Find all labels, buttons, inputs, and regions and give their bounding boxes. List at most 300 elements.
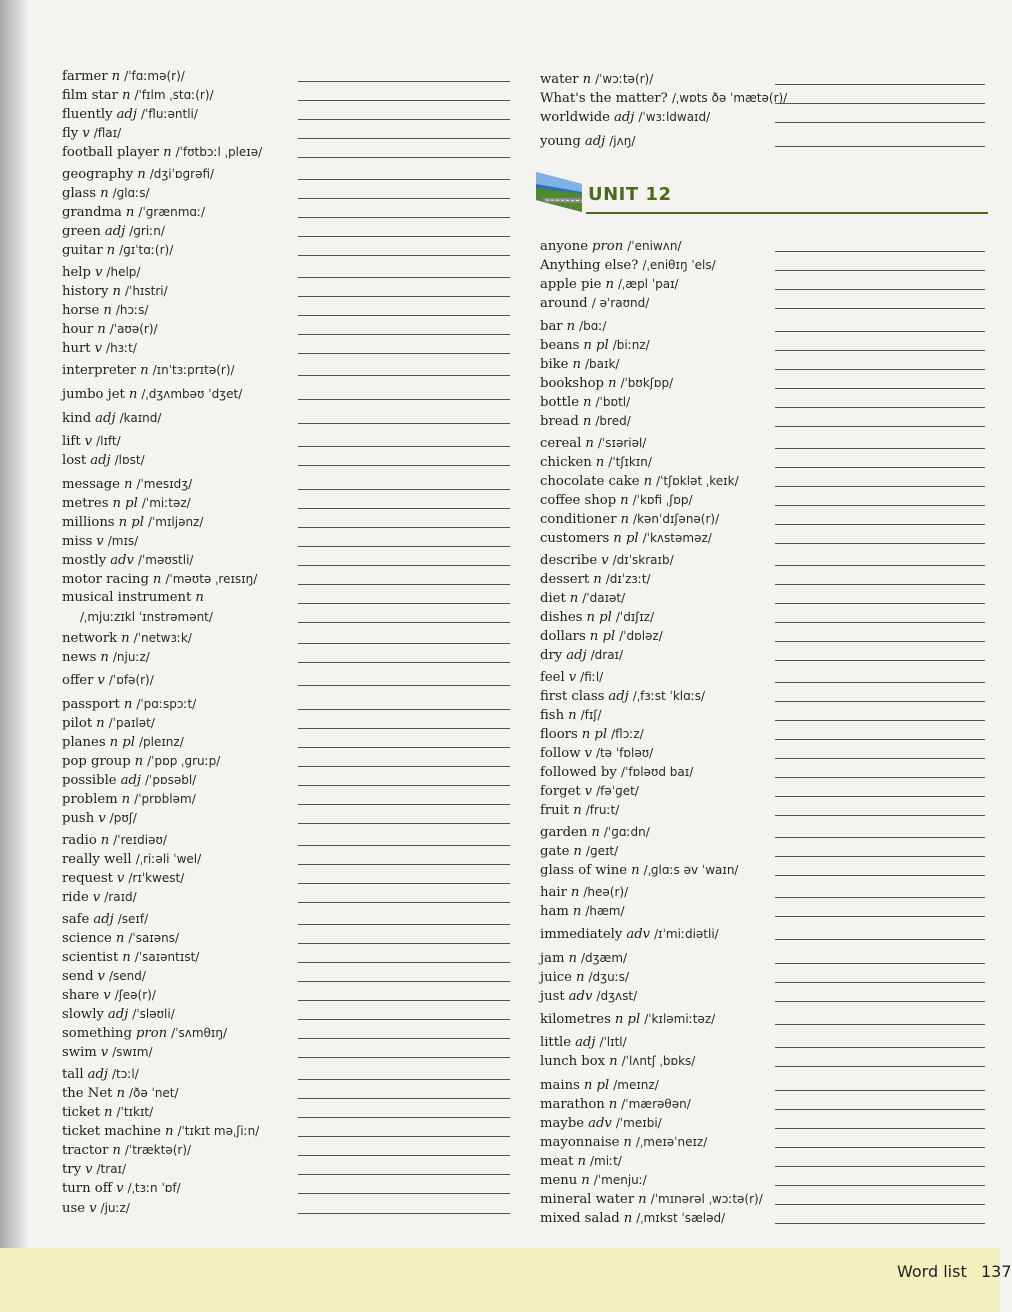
- headword: guitar: [62, 243, 103, 258]
- part-of-speech: n: [620, 512, 630, 527]
- writing-line[interactable]: [298, 277, 510, 278]
- writing-line[interactable]: [298, 1117, 510, 1118]
- writing-line[interactable]: [775, 682, 985, 683]
- pronunciation: /ˈmærəθən/: [621, 1097, 691, 1111]
- unit-title-rule: [586, 212, 988, 214]
- part-of-speech: v: [584, 746, 592, 761]
- writing-line[interactable]: [298, 465, 510, 466]
- writing-line[interactable]: [298, 315, 510, 316]
- word-entry: [62, 987, 156, 1004]
- writing-line[interactable]: [775, 622, 985, 623]
- part-of-speech: adj: [584, 134, 606, 149]
- writing-line[interactable]: [298, 685, 510, 686]
- word-entry: [540, 688, 705, 705]
- writing-line[interactable]: [298, 546, 510, 547]
- word-entry: [62, 1044, 153, 1061]
- writing-line[interactable]: [775, 369, 985, 370]
- word-entry: [540, 1053, 695, 1070]
- part-of-speech: n: [585, 436, 594, 451]
- writing-line[interactable]: [298, 804, 510, 805]
- part-of-speech: adv: [588, 1116, 612, 1131]
- writing-line[interactable]: [775, 524, 985, 525]
- word-entry: [62, 911, 148, 928]
- part-of-speech: n pl: [581, 727, 608, 742]
- writing-line[interactable]: [775, 146, 985, 147]
- writing-line[interactable]: [775, 251, 985, 252]
- writing-line[interactable]: [775, 467, 985, 468]
- word-entry: [540, 276, 679, 293]
- writing-line[interactable]: [775, 815, 985, 816]
- writing-line[interactable]: [298, 1079, 510, 1080]
- headword: hour: [62, 322, 94, 337]
- headword: floors: [540, 727, 578, 742]
- word-entry: [540, 843, 618, 860]
- writing-line[interactable]: [775, 426, 985, 427]
- word-entry: [62, 87, 214, 104]
- part-of-speech: n pl: [109, 735, 135, 750]
- headword: green: [62, 224, 101, 239]
- headword: young: [540, 134, 581, 149]
- writing-line[interactable]: [298, 423, 510, 424]
- part-of-speech: n: [134, 754, 144, 769]
- pronunciation: /ˌmɪkst ˈsæləd/: [636, 1211, 726, 1225]
- writing-line[interactable]: [775, 584, 985, 585]
- headword: mixed salad: [540, 1211, 620, 1226]
- writing-line[interactable]: [298, 198, 510, 199]
- writing-line[interactable]: [775, 1166, 985, 1167]
- writing-line[interactable]: [298, 375, 510, 376]
- headword: chocolate cake: [540, 474, 640, 489]
- headword: hair: [540, 885, 567, 900]
- writing-line[interactable]: [775, 543, 985, 544]
- part-of-speech: n: [123, 697, 133, 712]
- writing-line[interactable]: [298, 179, 510, 180]
- part-of-speech: n: [121, 88, 131, 103]
- headword: possible: [62, 773, 117, 788]
- headword: diet: [540, 591, 566, 606]
- part-of-speech: n: [116, 1086, 125, 1101]
- word-entry: [540, 1115, 662, 1132]
- headword: ticket machine: [62, 1124, 161, 1139]
- writing-line[interactable]: [775, 897, 985, 898]
- pronunciation: /ˈsaɪəns/: [128, 931, 180, 945]
- writing-line[interactable]: [775, 331, 985, 332]
- writing-line[interactable]: [298, 527, 510, 528]
- word-entry: [540, 1011, 715, 1028]
- writing-line[interactable]: [298, 1038, 510, 1039]
- word-entry: [62, 832, 167, 849]
- word-entry: [62, 552, 193, 569]
- headword: network: [62, 631, 118, 646]
- word-entry: [540, 318, 606, 335]
- pronunciation: /ˈməʊstli/: [137, 553, 194, 567]
- writing-line[interactable]: [775, 350, 985, 351]
- headword: fish: [540, 708, 565, 723]
- writing-line[interactable]: [775, 1128, 985, 1129]
- pronunciation: /ˈwɔːtə(r)/: [595, 72, 654, 86]
- writing-line[interactable]: [775, 856, 985, 857]
- part-of-speech: v: [92, 890, 101, 905]
- word-entry: [62, 753, 220, 770]
- writing-line[interactable]: [298, 100, 510, 101]
- pronunciation: /send/: [108, 969, 146, 983]
- headword: glass: [62, 186, 97, 201]
- writing-line[interactable]: [298, 399, 510, 400]
- part-of-speech: n: [609, 1054, 618, 1069]
- word-entry: [62, 106, 198, 123]
- writing-line[interactable]: [298, 446, 510, 447]
- pronunciation: /ˈlɪtl/: [599, 1035, 627, 1049]
- word-entry: [62, 144, 262, 161]
- pronunciation: /ɪnˈtɜːprɪtə(r)/: [152, 363, 235, 377]
- writing-line[interactable]: [298, 883, 510, 884]
- word-entry: [62, 772, 196, 789]
- writing-line[interactable]: [775, 701, 985, 702]
- writing-line[interactable]: [298, 709, 510, 710]
- writing-line[interactable]: [298, 643, 510, 644]
- word-entry: [62, 1104, 153, 1121]
- headword: safe: [62, 912, 90, 927]
- part-of-speech: n: [573, 803, 582, 818]
- word-entry: [62, 930, 179, 947]
- footer-band: [0, 1248, 1000, 1312]
- pronunciation: /ˈtʃɪkɪn/: [608, 455, 652, 469]
- headword: mains: [540, 1078, 580, 1093]
- writing-line[interactable]: [298, 1174, 510, 1175]
- writing-line[interactable]: [298, 1019, 510, 1020]
- writing-line[interactable]: [775, 270, 985, 271]
- headword: juice: [540, 970, 572, 985]
- part-of-speech: v: [103, 988, 111, 1003]
- writing-line[interactable]: [298, 924, 510, 925]
- pronunciation: /ˌwɒts ðə ˈmætə(r)/: [671, 91, 788, 105]
- writing-line[interactable]: [775, 660, 985, 661]
- pronunciation: /help/: [106, 265, 141, 279]
- headword: glass of wine: [540, 863, 628, 878]
- word-entry: [540, 492, 693, 509]
- word-entry: [62, 433, 121, 450]
- word-entry: [540, 802, 619, 819]
- pronunciation: /ʃeə(r)/: [114, 988, 156, 1002]
- writing-line[interactable]: [298, 747, 510, 748]
- writing-line[interactable]: [775, 103, 985, 104]
- pronunciation: /rɪˈkwest/: [128, 871, 185, 885]
- headword: immediately: [540, 927, 623, 942]
- writing-line[interactable]: [298, 81, 510, 82]
- pronunciation: /ˈnetwɜːk/: [133, 631, 192, 645]
- part-of-speech: pron: [135, 1026, 168, 1041]
- pronunciation: /ˈwɜːldwaɪd/: [638, 110, 711, 124]
- writing-line[interactable]: [298, 981, 510, 982]
- word-entry: [540, 375, 673, 392]
- pronunciation: /baɪk/: [584, 357, 620, 371]
- writing-line[interactable]: [298, 119, 510, 120]
- word-entry: [62, 1200, 130, 1217]
- writing-line[interactable]: [298, 902, 510, 903]
- writing-line[interactable]: [775, 505, 985, 506]
- part-of-speech: n: [620, 493, 629, 508]
- headword: try: [62, 1162, 82, 1177]
- pronunciation: /ˈmiːtəz/: [141, 496, 191, 510]
- part-of-speech: adj: [566, 648, 587, 663]
- writing-line[interactable]: [775, 603, 985, 604]
- writing-line[interactable]: [775, 1147, 985, 1148]
- word-entry: [540, 454, 652, 471]
- writing-line[interactable]: [775, 388, 985, 389]
- headword: bike: [540, 357, 569, 372]
- writing-line[interactable]: [298, 603, 510, 604]
- word-entry: [62, 1006, 175, 1023]
- word-entry: [540, 1172, 647, 1189]
- writing-line[interactable]: [298, 766, 510, 767]
- writing-line[interactable]: [298, 864, 510, 865]
- headword: apple pie: [540, 277, 602, 292]
- word-entry: [62, 734, 184, 751]
- writing-line[interactable]: [775, 1185, 985, 1186]
- part-of-speech: v: [584, 784, 593, 799]
- word-entry: [62, 791, 196, 808]
- writing-line[interactable]: [298, 1136, 510, 1137]
- part-of-speech: n: [140, 363, 149, 378]
- writing-line[interactable]: [298, 1098, 510, 1099]
- headword: worldwide: [540, 110, 610, 125]
- writing-line[interactable]: [298, 1193, 510, 1194]
- headword: kind: [62, 411, 92, 426]
- part-of-speech: n pl: [613, 531, 639, 546]
- headword: feel: [540, 670, 565, 685]
- headword: scientist: [62, 950, 119, 965]
- writing-line[interactable]: [298, 489, 510, 490]
- part-of-speech: n: [111, 69, 121, 84]
- writing-line[interactable]: [775, 641, 985, 642]
- writing-line[interactable]: [298, 584, 510, 585]
- writing-line[interactable]: [298, 728, 510, 729]
- word-entry: [540, 238, 681, 255]
- part-of-speech: n: [623, 1135, 632, 1150]
- part-of-speech: adj: [116, 107, 137, 122]
- pronunciation: /fiːl/: [580, 670, 604, 684]
- word-entry: [62, 870, 184, 887]
- pronunciation: /dɪˈskraɪb/: [612, 553, 674, 567]
- part-of-speech: v: [568, 670, 577, 685]
- word-entry: [540, 571, 651, 588]
- unit-title: UNIT 12: [588, 184, 672, 205]
- headword: science: [62, 931, 112, 946]
- headword: conditioner: [540, 512, 617, 527]
- part-of-speech: adj: [608, 689, 629, 704]
- writing-line[interactable]: [298, 565, 510, 566]
- writing-line[interactable]: [775, 1090, 985, 1091]
- pronunciation: /ˈfʊtbɔːl ˌpleɪə/: [175, 145, 263, 159]
- writing-line[interactable]: [298, 1057, 510, 1058]
- part-of-speech: n: [569, 591, 579, 606]
- headword: menu: [540, 1173, 578, 1188]
- headword: passport: [62, 697, 120, 712]
- pronunciation: /ðə ˈnet/: [128, 1086, 179, 1100]
- headword: marathon: [540, 1097, 605, 1112]
- writing-line[interactable]: [775, 84, 985, 85]
- writing-line[interactable]: [298, 296, 510, 297]
- headword: mostly: [62, 553, 107, 568]
- part-of-speech: n: [573, 844, 582, 859]
- writing-line[interactable]: [775, 308, 985, 309]
- headword: dry: [540, 648, 563, 663]
- headword: really well: [62, 852, 132, 867]
- headword: fly: [62, 126, 79, 141]
- pronunciation: /tə ˈfɒləʊ/: [595, 746, 654, 760]
- headword: mayonnaise: [540, 1135, 620, 1150]
- pronunciation: /hɔːs/: [115, 303, 149, 317]
- pronunciation: /ˈtʃɒklət ˌkeɪk/: [656, 474, 739, 488]
- writing-line[interactable]: [775, 1204, 985, 1205]
- writing-line[interactable]: [775, 916, 985, 917]
- pronunciation: /ˌdʒʌmbəʊ ˈdʒet/: [141, 387, 243, 401]
- headword: fruit: [540, 803, 570, 818]
- word-entry: [62, 452, 145, 469]
- headword: message: [62, 477, 120, 492]
- headword: bottle: [540, 395, 580, 410]
- pronunciation: /dʒiˈɒɡrəfi/: [149, 167, 215, 181]
- writing-line[interactable]: [298, 1000, 510, 1001]
- writing-line[interactable]: [298, 662, 510, 663]
- writing-line[interactable]: [298, 785, 510, 786]
- word-entry: [540, 824, 650, 841]
- word-entry: [540, 1153, 622, 1170]
- writing-line[interactable]: [775, 448, 985, 449]
- word-entry: [62, 242, 173, 259]
- part-of-speech: n: [125, 205, 135, 220]
- writing-line[interactable]: [298, 217, 510, 218]
- writing-line[interactable]: [775, 486, 985, 487]
- part-of-speech: n: [568, 951, 577, 966]
- writing-line[interactable]: [775, 739, 985, 740]
- pronunciation: /ɡriːn/: [129, 224, 165, 238]
- pronunciation: /ˈɡrænmɑː/: [138, 205, 206, 219]
- writing-line[interactable]: [298, 255, 510, 256]
- part-of-speech: n: [595, 455, 605, 470]
- word-entry: [540, 764, 693, 781]
- part-of-speech: adj: [90, 453, 111, 468]
- part-of-speech: n pl: [614, 1012, 641, 1027]
- writing-line[interactable]: [775, 407, 985, 408]
- writing-line[interactable]: [298, 1155, 510, 1156]
- pronunciation: /bred/: [595, 414, 631, 428]
- writing-line[interactable]: [775, 982, 985, 983]
- writing-line[interactable]: [298, 622, 510, 623]
- headword: the Net: [62, 1086, 113, 1101]
- part-of-speech: n: [112, 284, 121, 299]
- word-entry: [62, 810, 137, 827]
- writing-line[interactable]: [298, 1213, 510, 1214]
- writing-line[interactable]: [298, 845, 510, 846]
- pronunciation: /ˌæpl ˈpaɪ/: [617, 277, 679, 291]
- writing-line[interactable]: [298, 334, 510, 335]
- writing-line[interactable]: [775, 1066, 985, 1067]
- headword: garden: [540, 825, 588, 840]
- word-entry: [62, 851, 201, 868]
- headword: tall: [62, 1067, 84, 1082]
- writing-line[interactable]: [298, 943, 510, 944]
- pronunciation: /seɪf/: [117, 912, 149, 926]
- part-of-speech: v: [84, 434, 93, 449]
- writing-line[interactable]: [775, 875, 985, 876]
- part-of-speech: n: [576, 970, 585, 985]
- word-entry: [62, 696, 196, 713]
- writing-line[interactable]: [298, 353, 510, 354]
- part-of-speech: n: [607, 376, 617, 391]
- pronunciation: /ˈbʊkʃɒp/: [620, 376, 674, 390]
- writing-line[interactable]: [298, 508, 510, 509]
- word-entry: [540, 783, 639, 800]
- writing-line[interactable]: [298, 962, 510, 963]
- pronunciation: /ˈpaɪlət/: [108, 716, 155, 730]
- writing-line[interactable]: [775, 758, 985, 759]
- writing-line[interactable]: [775, 796, 985, 797]
- writing-line[interactable]: [775, 837, 985, 838]
- writing-line[interactable]: [775, 289, 985, 290]
- word-entry: [62, 283, 168, 300]
- headword: meat: [540, 1154, 574, 1169]
- writing-line[interactable]: [298, 138, 510, 139]
- writing-line[interactable]: [775, 1001, 985, 1002]
- writing-line[interactable]: [775, 1047, 985, 1048]
- word-entry: [62, 1085, 179, 1102]
- word-entry: [540, 552, 674, 569]
- pronunciation: /ˈreɪdiəʊ/: [113, 833, 167, 847]
- word-entry: [540, 988, 637, 1005]
- pronunciation: /ˈbɒtl/: [595, 395, 631, 409]
- writing-line[interactable]: [775, 565, 985, 566]
- writing-line[interactable]: [775, 720, 985, 721]
- part-of-speech: n: [122, 950, 131, 965]
- headword: customers: [540, 531, 610, 546]
- pronunciation: /lɪft/: [96, 434, 121, 448]
- part-of-speech: v: [116, 1181, 124, 1196]
- writing-line[interactable]: [775, 1024, 985, 1025]
- writing-line[interactable]: [298, 823, 510, 824]
- pronunciation: /flɔːz/: [611, 727, 644, 741]
- pronunciation: /raɪd/: [104, 890, 137, 904]
- word-entry: [540, 337, 650, 354]
- writing-line[interactable]: [775, 1109, 985, 1110]
- writing-line[interactable]: [775, 963, 985, 964]
- word-entry: [540, 473, 739, 490]
- headword: fluently: [62, 107, 113, 122]
- writing-line[interactable]: [775, 939, 985, 940]
- writing-line[interactable]: [775, 122, 985, 123]
- writing-line[interactable]: [298, 157, 510, 158]
- pronunciation: /dʒʌst/: [596, 989, 638, 1003]
- word-entry: [540, 647, 623, 664]
- headword: coffee shop: [540, 493, 617, 508]
- pronunciation: /dɪˈzɜːt/: [605, 572, 651, 586]
- part-of-speech: n: [121, 792, 131, 807]
- pronunciation: /flaɪ/: [93, 126, 122, 140]
- writing-line[interactable]: [775, 1223, 985, 1224]
- part-of-speech: adj: [575, 1035, 596, 1050]
- pronunciation: /hæm/: [585, 904, 625, 918]
- headword: hurt: [62, 341, 91, 356]
- writing-line[interactable]: [298, 236, 510, 237]
- word-entry: [62, 590, 208, 606]
- pronunciation: /ˈpɒp ˌɡruːp/: [147, 754, 221, 768]
- headword: ticket: [62, 1105, 100, 1120]
- pronunciation: /ˈdɒləz/: [619, 629, 663, 643]
- writing-line[interactable]: [775, 777, 985, 778]
- pronunciation: /ˈmeɪbi/: [615, 1116, 662, 1130]
- word-entry: [540, 1077, 659, 1094]
- pronunciation: /ˈɡɑːdn/: [603, 825, 650, 839]
